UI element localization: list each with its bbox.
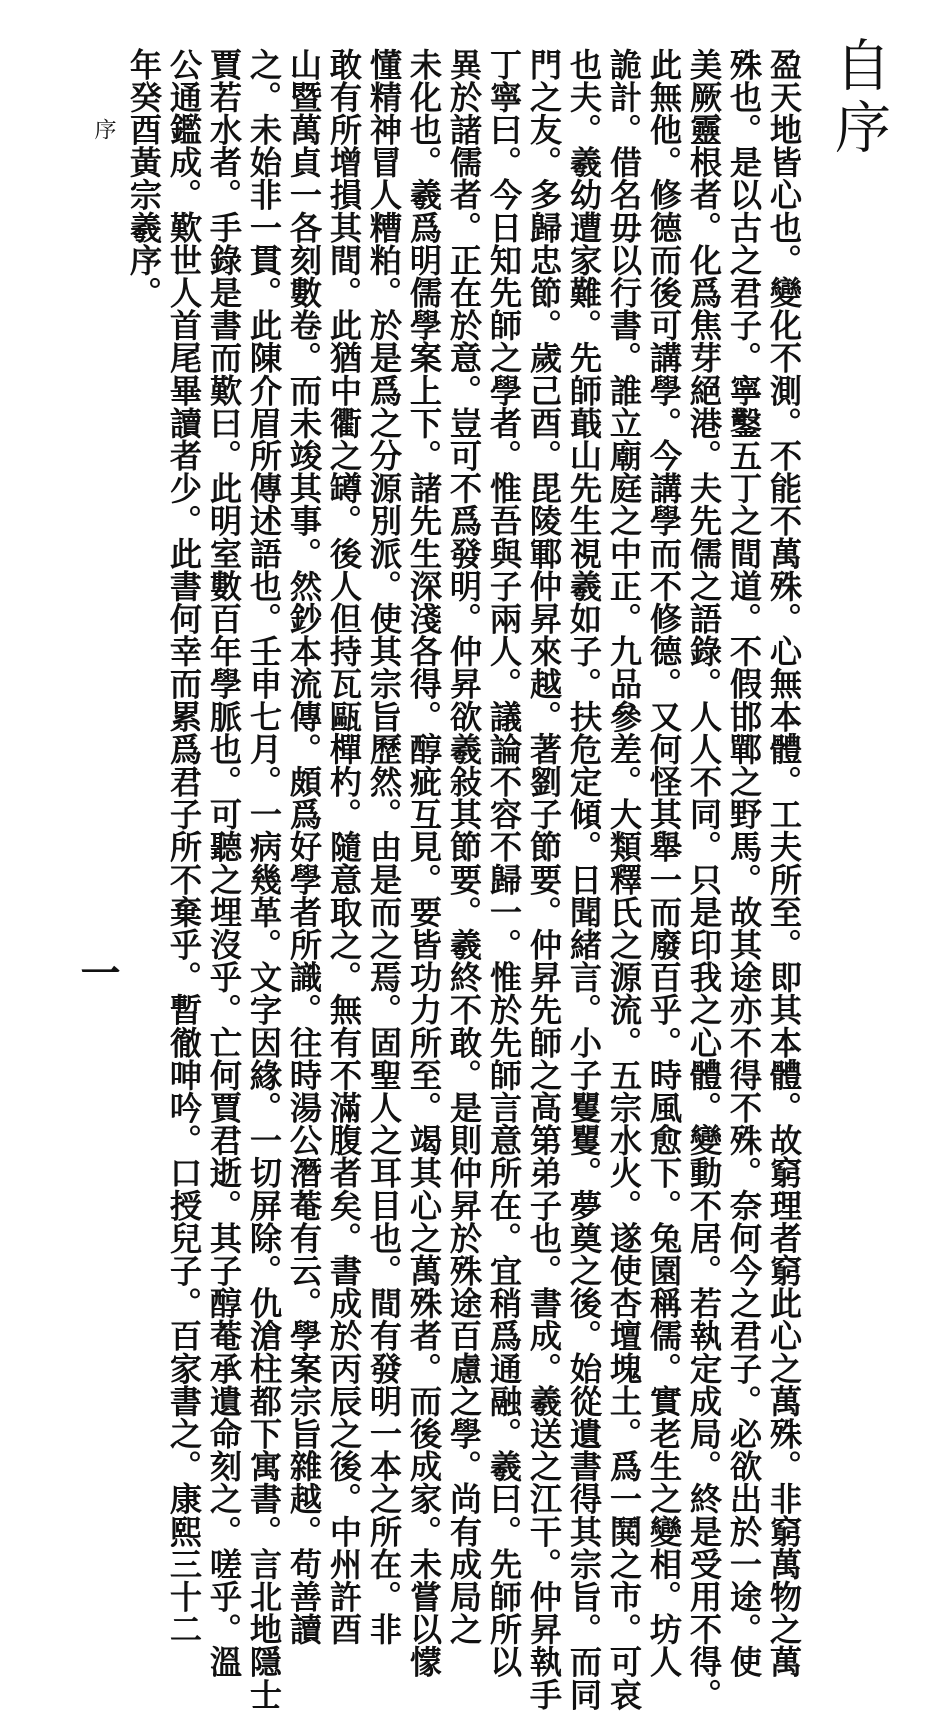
text-column: 山暨萬貞一各刻數卷。而未竣其事。然鈔本流傳。頗爲好學者所識。往時湯公潛菴有云。學案宗旨雜越。苟善讀 [285,48,323,1646]
text-column: 懂精神冒人糟粕。於是爲之分源別派。使其宗旨歷然。由是而之焉。固聖人之耳目也。間有發明一本之所在。非 [365,48,403,1646]
text-column: 之。未始非一貫。此陳介眉所傳述語也。壬申七月。一病幾革。文字因緣。一切屏除。仇滄柱都下寓書。言北地隱士 [245,48,283,1711]
preface-text-block [125,48,804,1711]
text-column: 異於諸儒者。正在於意。豈可不爲發明。仲昇欲羲敍其節要。羲終不敢。是則仲昇於殊途百慮之學。尚有成局之 [445,48,483,1646]
page-title: 自序 [826,36,891,160]
text-column: 此無他。修德而後可講學。今講學而不修德。又何怪其舉一而廢百乎。時風愈下。兔園稱儒。實老生之變相。坊人 [645,48,683,1678]
text-column: 丁寧曰。今日知先師之學者。惟吾與子兩人。議論不容不歸一。惟於先師言意所在。宜稍爲通融。羲曰。先師所以 [485,48,523,1678]
text-column: 公通鑑成。歎世人首尾畢讀者少。此書何幸而累爲君子所不棄乎。暫徹呻吟。口授兒子。百家書之。康熙三十二 [165,48,203,1646]
text-column: 殊也。是以古之君子。寧鑿五丁之間道。不假邯鄲之野馬。故其途亦不得不殊。奈何今之君子。必欲出於一途。使 [725,48,763,1678]
text-column: 敢有所增損其間。此猶中衢之罇。後人但持瓦甌樿杓。隨意取之。無有不滿腹者矣。書成於丙辰之後。中州許酉 [325,48,363,1646]
page-number: 一 [74,952,121,992]
text-column: 賈若水者。手錄是書而歎曰。此明室數百年學脈也。可聽之埋沒乎。亡何賈君逝。其子醇菴承遺命刻之。嗟乎。溫 [205,48,243,1678]
text-column: 美厥靈根者。化爲焦芽絕港。夫先儒之語錄。人人不同。只是印我之心體。變動不居。若執定成局。終是受用不得。 [685,48,723,1711]
text-column: 年癸酉黃宗羲序。 [125,48,163,309]
text-column: 門之友。多歸忠節。歲己酉。毘陵鄆仲昇來越。著劉子節要。仲昇先師之高第弟子也。書成。羲送之江干。仲昇執手 [525,48,563,1711]
text-column: 也夫。羲幼遭家難。先師蕺山先生視羲如子。扶危定傾。日聞緒言。小子矍矍。夢奠之後。始從遺書得其宗旨。而同 [565,48,603,1711]
text-column: 詭計。借名毋以行書。誰立廟庭之中正。九品參差。大類釋氏之源流。五宗水火。遂使杏壇塊土。爲一鬨之市。可哀 [605,48,643,1711]
margin-label: 序 [91,118,116,140]
text-column: 盈天地皆心也。變化不測。不能不萬殊。心無本體。工夫所至。即其本體。故窮理者窮此心之萬殊。非窮萬物之萬 [765,48,803,1678]
text-column: 未化也。羲爲明儒學案上下。諸先生深淺各得。醇疵互見。要皆功力所至。竭其心之萬殊者。而後成家。未嘗以懞 [405,48,443,1678]
